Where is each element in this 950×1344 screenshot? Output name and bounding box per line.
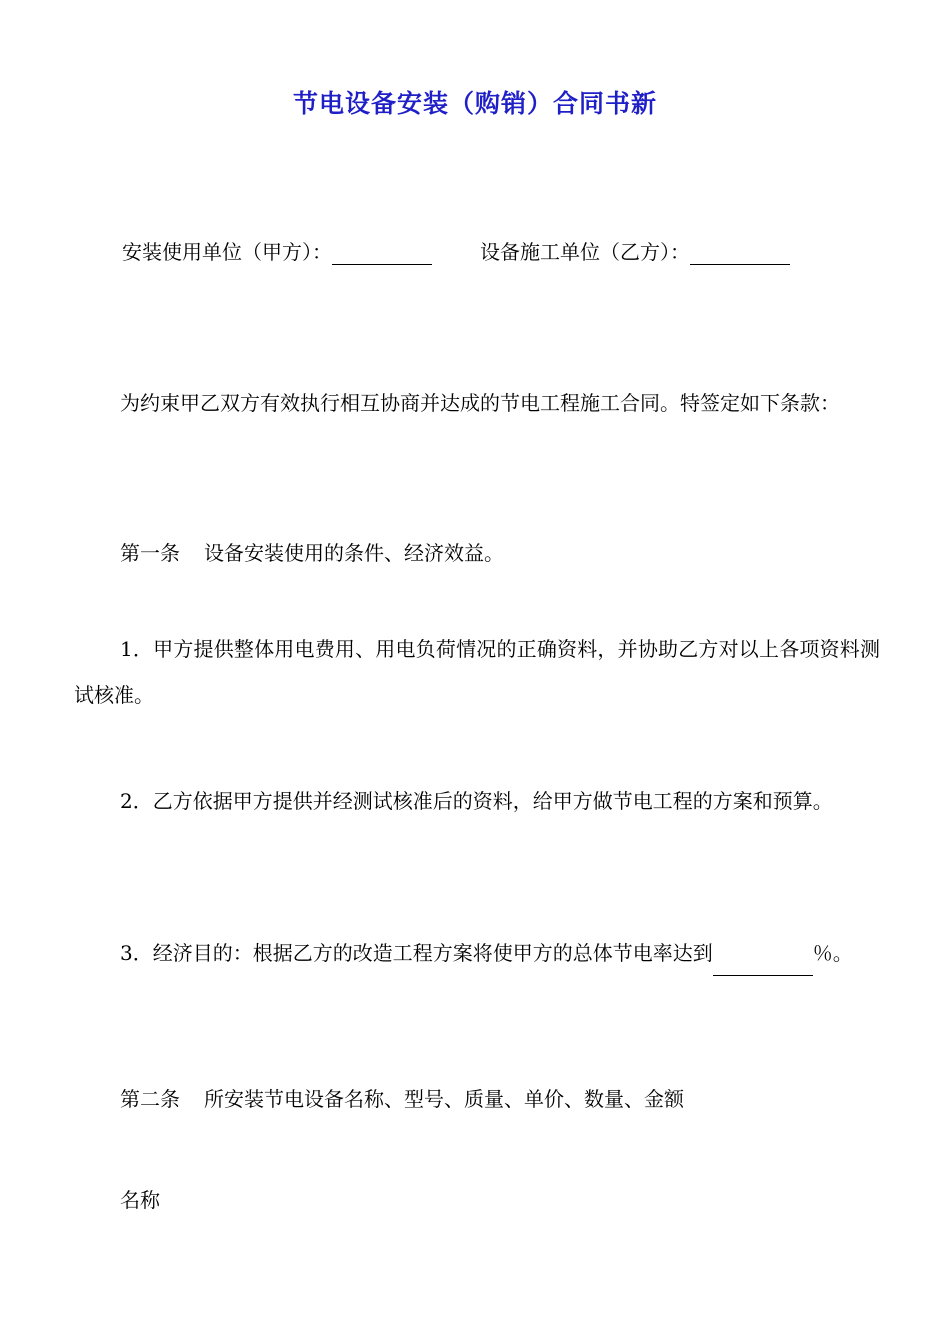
item-three-paragraph [74, 930, 880, 976]
party-b-label: 设备施工单位（乙方）： [480, 240, 690, 264]
article-two-text: 所安装节电设备名称、型号、质量、单价、数量、金额 [204, 1087, 684, 1111]
name-label: 名称 [120, 1188, 160, 1212]
item-three-suffix: ％。 [812, 941, 853, 965]
party-a-label: 安装使用单位（甲方）： [122, 240, 332, 264]
item-three-text: 3．经济目的：根据乙方的改造工程方案将使甲方的总体节电率达到 [120, 941, 713, 965]
saving-rate-blank [713, 949, 813, 976]
item-two-paragraph: 2．乙方依据甲方提供并经测试核准后的资料，给甲方做节电工程的方案和预算。 [120, 789, 833, 813]
article-two-number: 第二条 [120, 1087, 180, 1111]
document-title: 节电设备安装（购销）合同书新 [292, 89, 657, 118]
party-a-blank [332, 242, 432, 265]
parties-line [122, 236, 882, 265]
intro-paragraph: 为约束甲乙双方有效执行相互协商并达成的节电工程施工合同。特签定如下条款： [120, 391, 840, 415]
article-one-text: 设备安装使用的条件、经济效益。 [204, 541, 504, 565]
article-one-number: 第一条 [120, 541, 180, 565]
item-one-paragraph: 1．甲方提供整体用电费用、用电负荷情况的正确资料，并协助乙方对以上各项资料测试核准。 [74, 637, 880, 707]
party-b-blank [690, 242, 790, 265]
article-one-heading [120, 537, 504, 566]
article-two-heading [120, 1083, 684, 1112]
